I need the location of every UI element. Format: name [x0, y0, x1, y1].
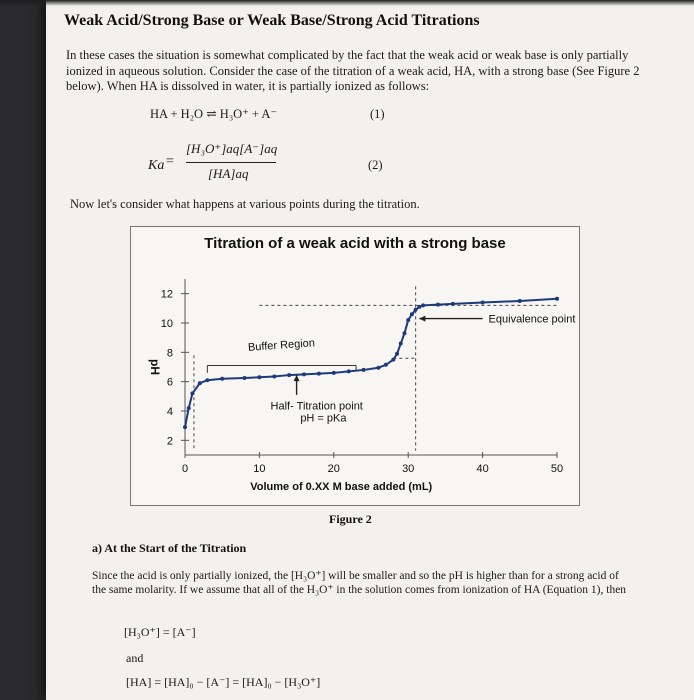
data-point — [198, 381, 202, 385]
page-heading: Weak Acid/Strong Base or Weak Base/Strong Acid Titrations — [64, 12, 480, 29]
equivalence-point-label: Equivalence point — [488, 313, 576, 326]
data-point — [187, 406, 191, 410]
data-point — [272, 375, 276, 379]
data-point — [183, 425, 187, 429]
x-axis-label: Volume of 0.XX M base added (mL) — [250, 481, 433, 493]
y-tick-label: 6 — [166, 376, 173, 389]
titration-chart — [130, 226, 580, 506]
data-point — [451, 302, 455, 306]
fraction-bar — [186, 162, 276, 163]
data-point — [417, 305, 421, 309]
data-point — [406, 318, 410, 322]
data-point — [220, 377, 224, 381]
ka-numerator: [H₃O⁺]aq[A⁻]aq — [186, 141, 278, 156]
data-point — [436, 303, 440, 307]
data-point — [332, 371, 336, 375]
x-tick-label: 0 — [181, 463, 189, 475]
data-point — [190, 391, 194, 395]
equation-1: HA + H₂O ⇌ H₃O⁺ + A⁻ — [150, 107, 278, 121]
chart-canvas — [131, 227, 579, 505]
x-tick-label: 10 — [253, 463, 266, 475]
data-point — [362, 368, 366, 372]
equation-3: [H₃O⁺] = [A⁻] — [124, 625, 196, 639]
x-tick-label: 40 — [476, 463, 489, 475]
figure-caption: Figure 2 — [329, 512, 372, 526]
x-tick-label: 50 — [550, 463, 564, 475]
transition-text: Now let's consider what happens at various points during the titration. — [70, 197, 420, 211]
data-point — [205, 378, 209, 382]
section-a-paragraph: Since the acid is only partially ionized, the [H₃O⁺] will be smaller and so the pH is higher than for a strong acid of the same molarity. If we assume that all of the H₃O⁺ in the solution comes from ionization of HA (Equation 1), then — [92, 570, 627, 596]
half-titration-pka-label: pH = pKa — [300, 412, 347, 425]
ka-denominator: [HA]aq — [208, 166, 249, 181]
equivalence-arrowhead — [419, 316, 425, 322]
data-point — [518, 299, 522, 303]
data-point — [384, 363, 388, 367]
data-point — [410, 312, 414, 316]
buffer-region-label: Buffer Region — [247, 337, 316, 354]
x-tick-label: 30 — [402, 463, 415, 475]
chart-title: Titration of a weak acid with a strong base — [204, 235, 506, 252]
data-point — [347, 369, 351, 373]
equation-1-number: (1) — [370, 107, 385, 121]
x-tick-label: 20 — [327, 463, 340, 475]
data-point — [481, 300, 485, 304]
data-point — [399, 342, 403, 346]
data-point — [402, 331, 406, 335]
half-titration-label: Half- Titration point — [270, 400, 363, 413]
ka-equals: = — [166, 154, 174, 169]
equation-2-number: (2) — [368, 158, 383, 172]
equation-4: [HA] = [HA]₀ − [A⁻] = [HA]₀ − [H₃O⁺] — [126, 675, 321, 689]
data-point — [391, 358, 395, 362]
data-point — [243, 376, 247, 380]
half-titration-arrowhead — [294, 375, 300, 381]
y-tick-label: 10 — [160, 318, 173, 330]
and-word: and — [126, 651, 144, 665]
y-tick-label: 2 — [166, 435, 173, 448]
data-point — [555, 297, 559, 301]
y-axis-label: pH — [148, 359, 162, 375]
data-point — [302, 372, 306, 376]
data-point — [317, 372, 321, 376]
y-tick-label: 12 — [160, 288, 173, 301]
data-point — [421, 303, 425, 307]
data-point — [257, 375, 261, 379]
data-point — [376, 366, 380, 370]
section-a-title: a) At the Start of the Titration — [92, 541, 247, 555]
data-point — [395, 352, 399, 356]
data-point — [287, 373, 291, 377]
top-shadow — [0, 0, 694, 6]
ka-symbol: Ka — [148, 158, 165, 173]
intro-paragraph: In these cases the situation is somewhat complicated by the fact that the weak acid or weak base is only partially ionized in aqueous solution. Consider the case of the titration of a weak acid, HA, with a strong base (See Figure 2 below). When HA is dissolved in water, it is partially ionized as follows: — [66, 48, 640, 93]
y-tick-label: 8 — [166, 347, 173, 360]
data-point — [414, 308, 418, 312]
y-tick-label: 4 — [166, 406, 173, 418]
